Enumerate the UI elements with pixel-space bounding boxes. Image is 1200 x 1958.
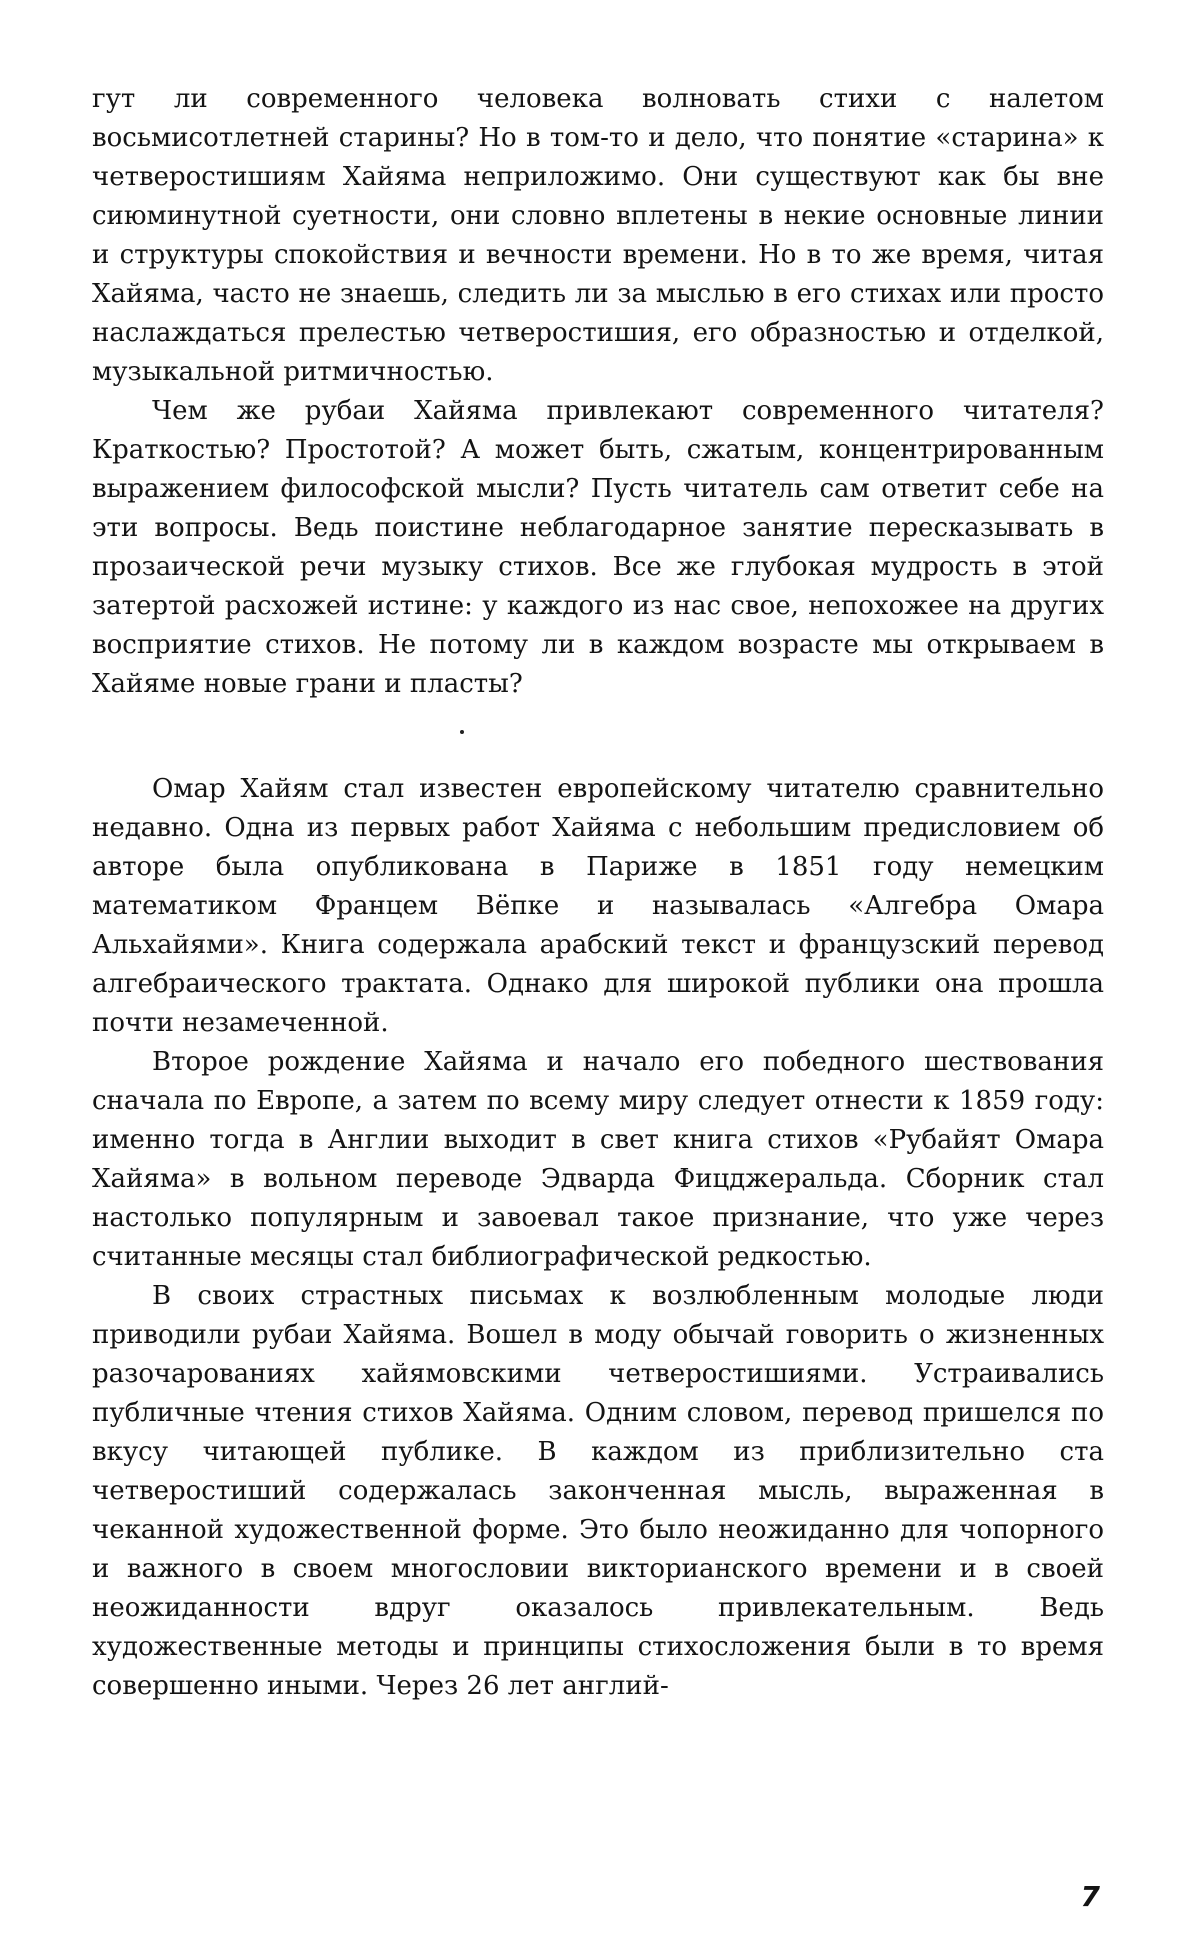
paragraph-rubai-appeal: Чем же рубаи Хайяма привлекают современного читателя? Краткостью? Простотой? А может быть, сжатым, концентрированным выражением философской мысли? Пусть читатель сам ответит себе на эти вопросы. Ведь поистине неблагодарное занятие пересказывать в прозаической речи музыку стихов. Все же глубокая мудрость в этой затертой расхожей истине: у каждого из нас свое, непохожее на других восприятие стихов. Не потому ли в каждом возрасте мы открываем в Хайяме новые грани и пласты? bbox=[92, 392, 1104, 704]
paragraph-continuation: гут ли современного человека волновать стихи с налетом восьмисотлетней старины? Но в том-то и дело, что понятие «старина» к четверостишиям Хайяма неприложимо. Они существуют как бы вне сиюминутной суетности, они словно вплетены в некие основные линии и структуры спокойствия и вечности времени. Но в то же время, читая Хайяма, часто не знаешь, следить ли за мыслью в его стихах или просто наслаждаться прелестью четверостишия, его образностью и отделкой, музыкальной ритмичностью. bbox=[92, 80, 1104, 392]
section-dot-mark bbox=[460, 730, 464, 734]
paragraph-second-birth: Второе рождение Хайяма и начало его победного шествования сначала по Европе, а затем по всему миру следует отнести к 1859 году: именно тогда в Англии выходит в свет книга стихов «Рубайят Омара Хайяма» в вольном переводе Эдварда Фицджеральда. Сборник стал настолько популярным и завоевал такое признание, что уже через считанные месяцы стал библиографической редкостью. bbox=[92, 1043, 1104, 1277]
paragraph-european-discovery: Омар Хайям стал известен европейскому читателю сравнительно недавно. Одна из первых работ Хайяма с небольшим предисловием об авторе была опубликована в Париже в 1851 году немецким математиком Францем Вёпке и называлась «Алгебра Омара Альхайями». Книга содержала арабский текст и французский перевод алгебраического трактата. Однако для широкой публики она прошла почти незамеченной. bbox=[92, 770, 1104, 1043]
page-body bbox=[92, 80, 1104, 1706]
page-number: 7 bbox=[1081, 1880, 1100, 1913]
section-break bbox=[92, 704, 1104, 770]
paragraph-popularity: В своих страстных письмах к возлюбленным молодые люди приводили рубаи Хайяма. Вошел в моду обычай говорить о жизненных разочарованиях хайямовскими четверостишиями. Устраивались публичные чтения стихов Хайяма. Одним словом, перевод пришелся по вкусу читающей публике. В каждом из приблизительно ста четверостиший содержалась законченная мысль, выраженная в чеканной художественной форме. Это было неожиданно для чопорного и важного в своем многословии викторианского времени и в своей неожиданности вдруг оказалось привлекательным. Ведь художественные методы и принципы стихосложения были в то время совершенно иными. Через 26 лет англий- bbox=[92, 1277, 1104, 1706]
